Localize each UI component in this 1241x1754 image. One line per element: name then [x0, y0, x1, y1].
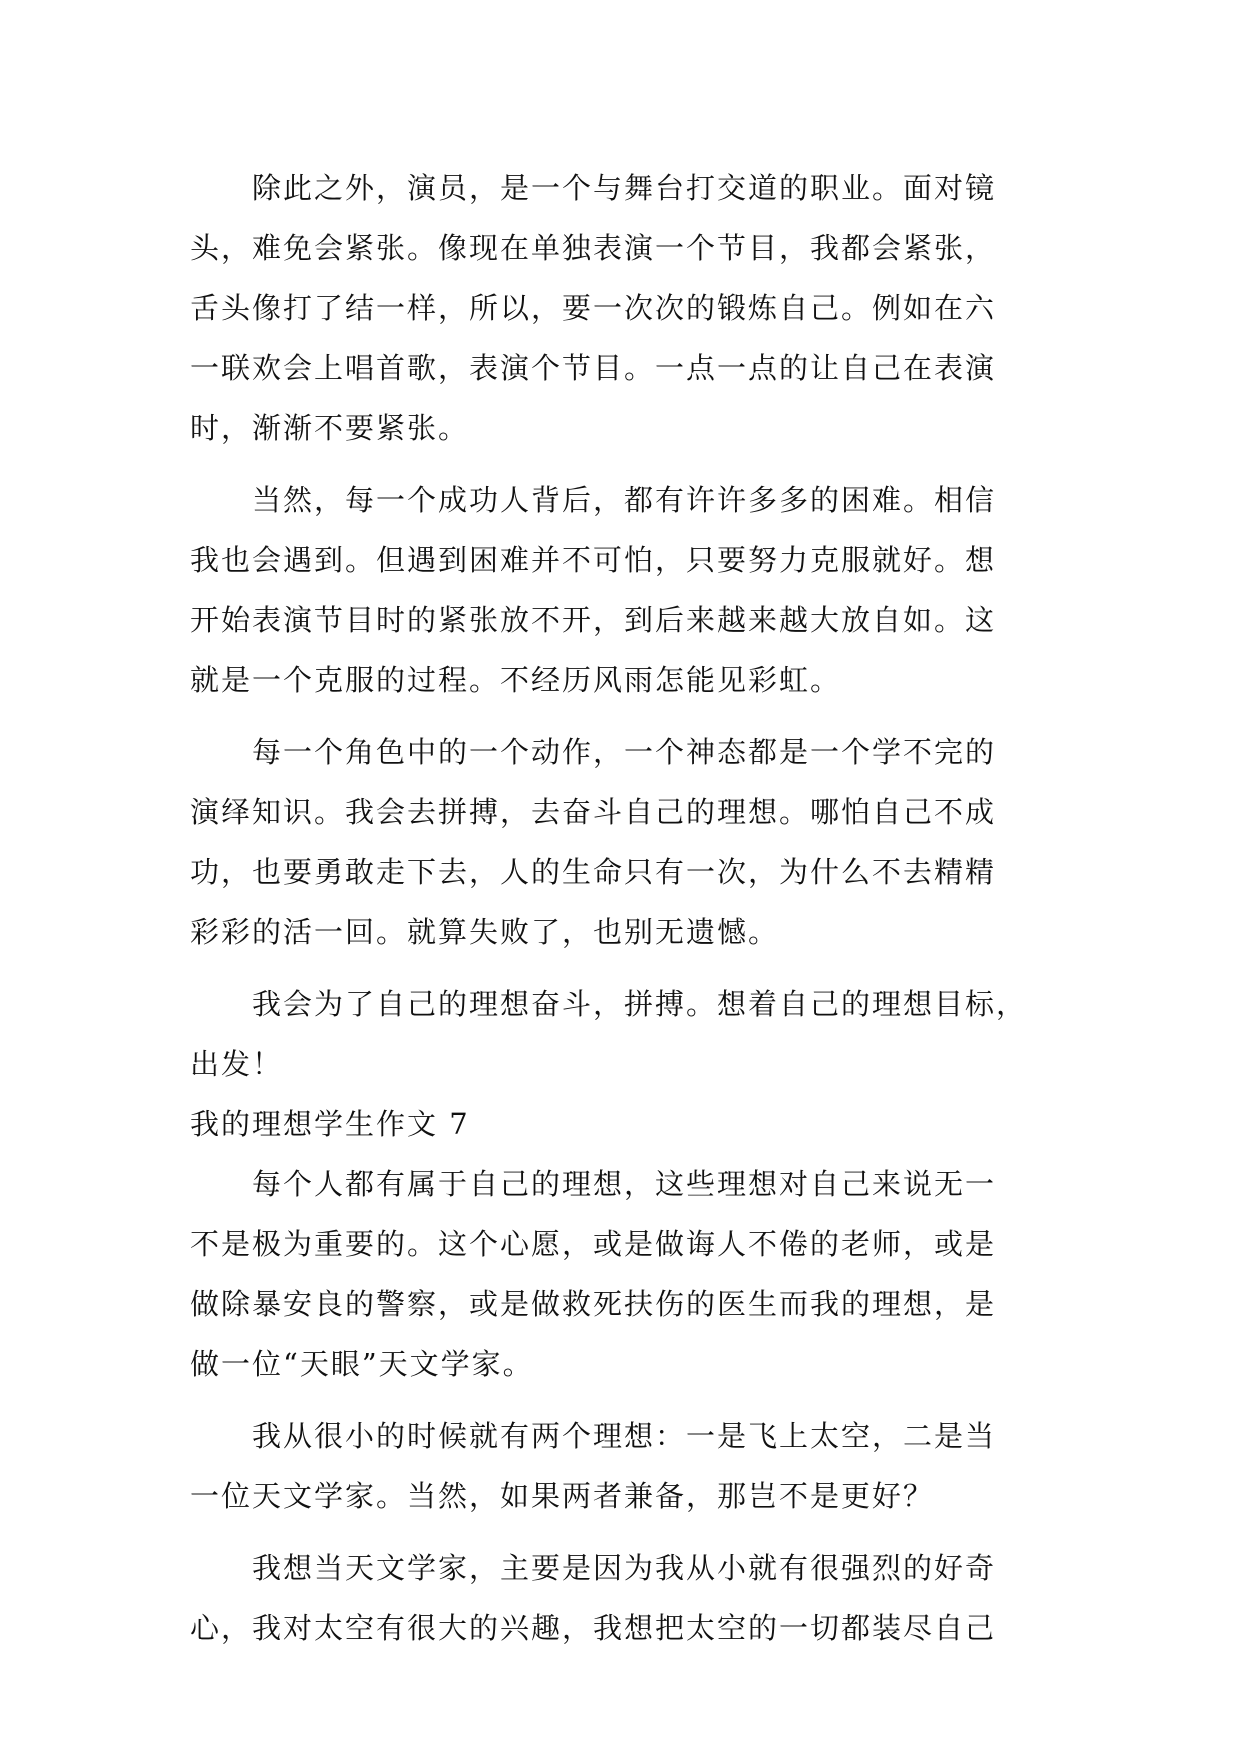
heading-text: 我的理想学生作文 7 [190, 1107, 470, 1141]
text-line: 我也会遇到。但遇到困难并不可怕，只要努力克服就好。想 [190, 543, 997, 577]
text-line: 不是极为重要的。这个心愿，或是做诲人不倦的老师，或是 [190, 1227, 997, 1261]
text-line: 每个人都有属于自己的理想，这些理想对自己来说无一 [252, 1167, 997, 1201]
text-line: 时，渐渐不要紧张。 [190, 411, 470, 445]
paragraph [190, 470, 1070, 710]
paragraph [190, 1154, 1070, 1394]
text-line: 开始表演节目时的紧张放不开，到后来越来越大放自如。这 [190, 603, 997, 637]
text-line: 当然，每一个成功人背后，都有许许多多的困难。相信 [252, 483, 997, 517]
text-line: 我会为了自己的理想奋斗，拼搏。想着自己的理想目标， [252, 987, 1028, 1021]
text-line: 舌头像打了结一样，所以，要一次次的锻炼自己。例如在六 [190, 291, 997, 325]
paragraph-spacer [190, 1394, 1070, 1406]
paragraph-spacer [190, 458, 1070, 470]
section-heading [190, 1094, 1070, 1154]
text-line: 每一个角色中的一个动作，一个神态都是一个学不完的 [252, 735, 997, 769]
paragraph [190, 1538, 1070, 1658]
paragraph [190, 158, 1070, 458]
text-line: 头，难免会紧张。像现在单独表演一个节目，我都会紧张， [190, 231, 997, 265]
text-line: 就是一个克服的过程。不经历风雨怎能见彩虹。 [190, 663, 842, 697]
text-line: 我从很小的时候就有两个理想：一是飞上太空，二是当 [252, 1419, 997, 1453]
paragraph-spacer [190, 1526, 1070, 1538]
text-line: 心，我对太空有很大的兴趣，我想把太空的一切都装尽自己 [190, 1611, 997, 1645]
text-line: 演绎知识。我会去拼搏，去奋斗自己的理想。哪怕自己不成 [190, 795, 997, 829]
document-body [190, 158, 1070, 1658]
text-line: 做一位“天眼”天文学家。 [190, 1347, 534, 1381]
text-line: 彩彩的活一回。就算失败了，也别无遗憾。 [190, 915, 780, 949]
text-line: 功，也要勇敢走下去，人的生命只有一次，为什么不去精精 [190, 855, 997, 889]
text-line: 除此之外，演员，是一个与舞台打交道的职业。面对镜 [252, 171, 997, 205]
text-line: 我想当天文学家，主要是因为我从小就有很强烈的好奇 [252, 1551, 997, 1585]
text-line: 一联欢会上唱首歌，表演个节目。一点一点的让自己在表演 [190, 351, 997, 385]
text-line: 做除暴安良的警察，或是做救死扶伤的医生而我的理想，是 [190, 1287, 997, 1321]
paragraph [190, 722, 1070, 962]
paragraph [190, 974, 1070, 1094]
paragraph-spacer [190, 962, 1070, 974]
text-line: 出发！ [190, 1047, 284, 1081]
paragraph [190, 1406, 1070, 1526]
paragraph-spacer [190, 710, 1070, 722]
text-line: 一位天文学家。当然，如果两者兼备，那岂不是更好？ [190, 1479, 935, 1513]
